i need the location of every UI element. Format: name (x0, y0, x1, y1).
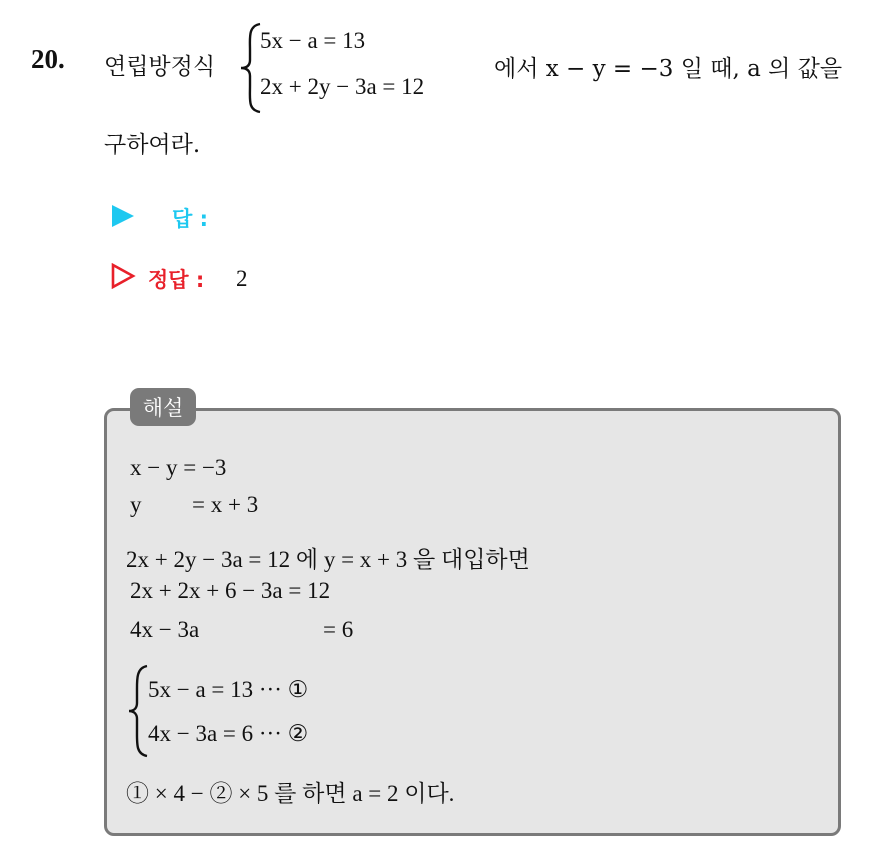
explanation-line-2a: y (130, 492, 142, 517)
explanation-tag: 해설 (130, 388, 196, 426)
question-number: 20. (31, 44, 65, 74)
explanation-line-5a: 4x − 3a (130, 617, 200, 642)
question-condition: 에서 x − y = −3 일 때, a 의 값을 (494, 56, 843, 82)
explanation-conclusion: ① × 4 − ② × 5 를 하면 a = 2 이다. (126, 781, 455, 806)
system-equation-2: 2x + 2y − 3a = 12 (260, 74, 425, 99)
explanation-brace-icon (126, 662, 150, 760)
correct-answer-value: 2 (236, 266, 248, 291)
question-intro: 연립방정식 (104, 54, 216, 80)
correct-answer-label: 정답 : (148, 268, 205, 292)
question-continuation: 구하여라. (104, 132, 201, 158)
play-arrow-icon (110, 204, 136, 228)
explanation-system-1: 5x − a = 13 ··· ① (148, 677, 309, 702)
explanation-line-3: 2x + 2y − 3a = 12 에 y = x + 3 을 대입하면 (126, 547, 530, 572)
system-equation-1: 5x − a = 13 (260, 28, 366, 53)
explanation-system-2: 4x − 3a = 6 ··· ② (148, 721, 309, 746)
outline-arrow-icon (110, 263, 136, 289)
explanation-line-5b: = 6 (323, 617, 354, 642)
explanation-line-1: x − y = −3 (130, 455, 227, 480)
explanation-line-4: 2x + 2x + 6 − 3a = 12 (130, 578, 331, 603)
answer-label: 답 : (172, 207, 208, 231)
explanation-line-2b: = x + 3 (192, 492, 259, 517)
